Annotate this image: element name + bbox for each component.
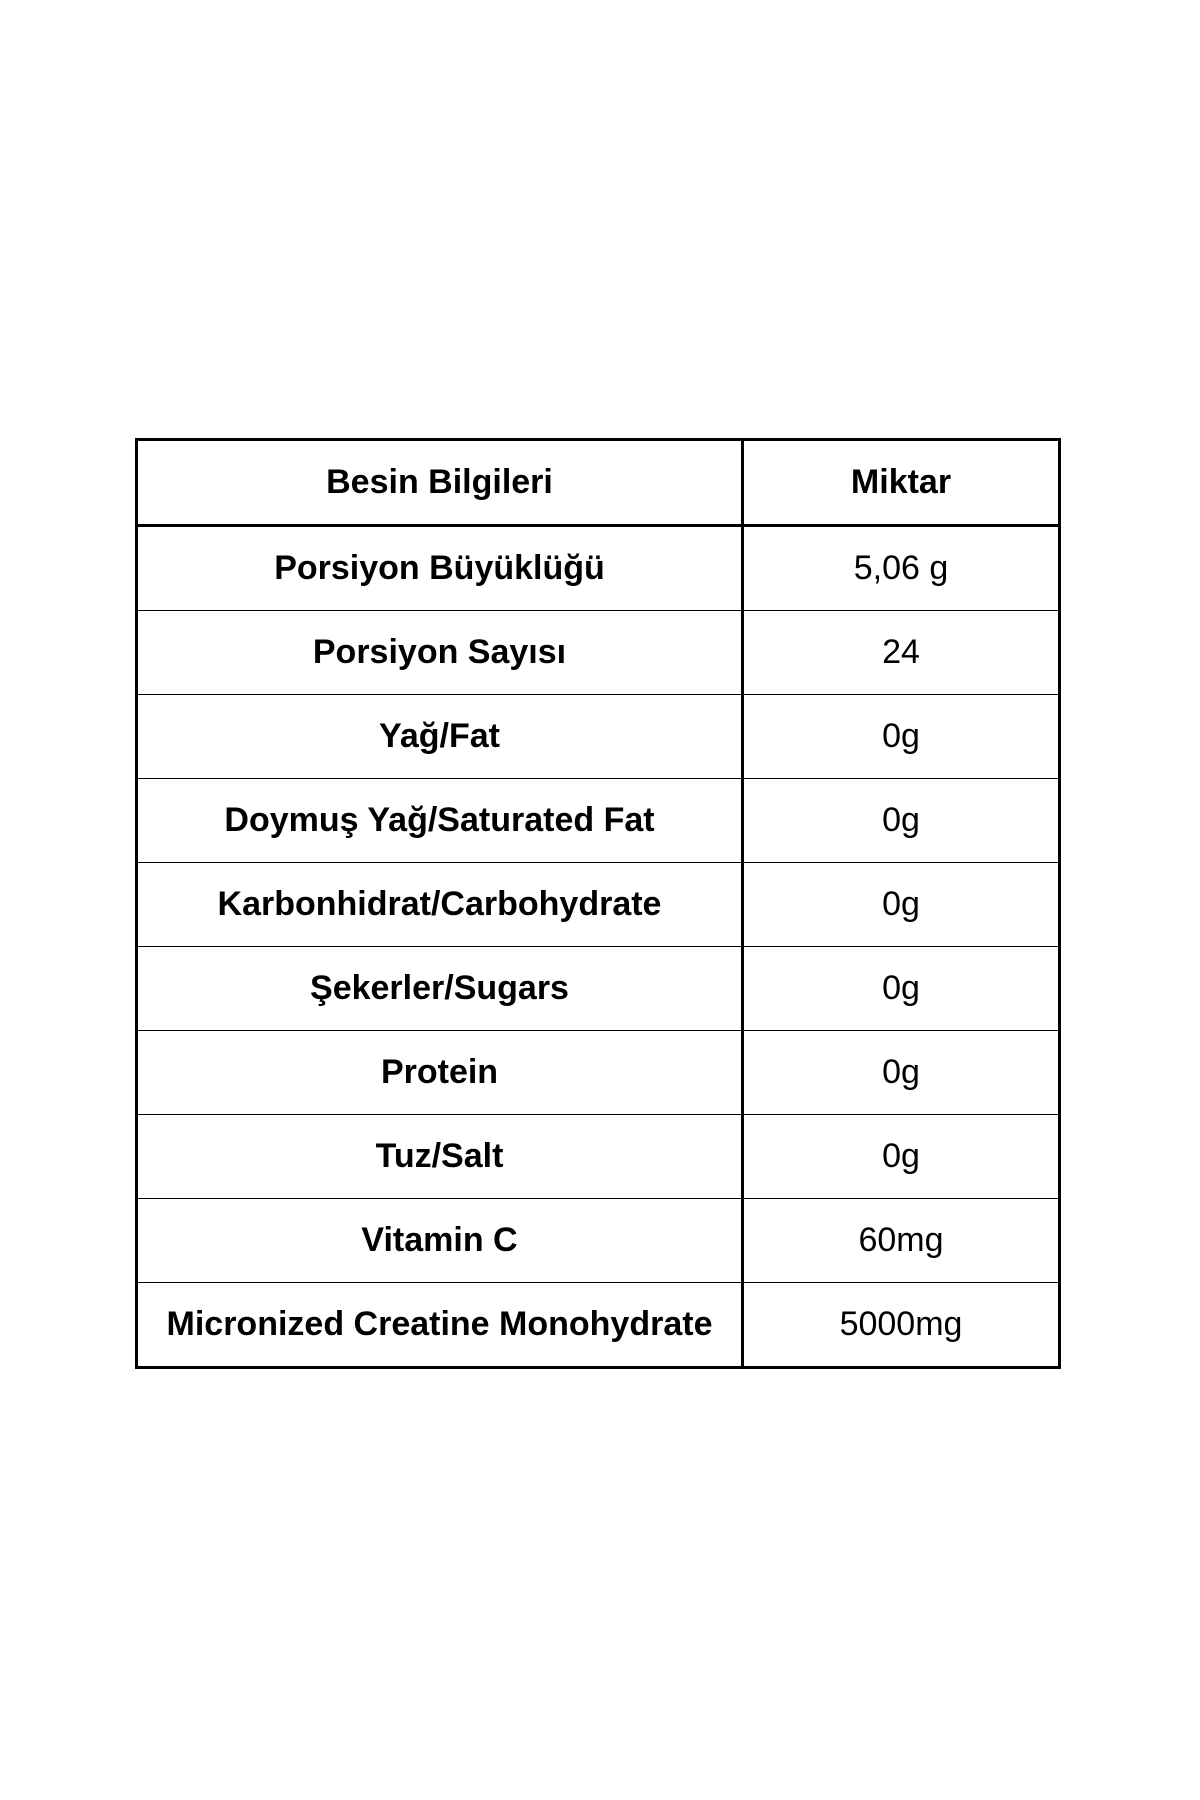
nutrient-amount: 0g	[743, 779, 1060, 863]
nutrient-amount: 5000mg	[743, 1283, 1060, 1368]
nutrient-amount: 24	[743, 611, 1060, 695]
nutrient-amount: 0g	[743, 695, 1060, 779]
nutrient-name: Doymuş Yağ/Saturated Fat	[137, 779, 743, 863]
nutrient-name: Tuz/Salt	[137, 1115, 743, 1199]
table-row	[137, 1199, 1060, 1283]
table-row	[137, 526, 1060, 611]
table-row	[137, 611, 1060, 695]
nutrient-amount: 5,06 g	[743, 526, 1060, 611]
nutrient-name: Vitamin C	[137, 1199, 743, 1283]
table-row	[137, 947, 1060, 1031]
nutrient-amount: 60mg	[743, 1199, 1060, 1283]
table-row	[137, 1031, 1060, 1115]
table-row	[137, 695, 1060, 779]
nutrition-facts-table	[135, 438, 1061, 1369]
nutrient-name: Yağ/Fat	[137, 695, 743, 779]
table-row	[137, 863, 1060, 947]
table-row	[137, 779, 1060, 863]
table-row	[137, 1283, 1060, 1368]
nutrient-name: Porsiyon Büyüklüğü	[137, 526, 743, 611]
nutrient-name: Porsiyon Sayısı	[137, 611, 743, 695]
nutrient-amount: 0g	[743, 947, 1060, 1031]
header-nutrient: Besin Bilgileri	[137, 440, 743, 526]
nutrient-amount: 0g	[743, 863, 1060, 947]
nutrient-name: Protein	[137, 1031, 743, 1115]
header-amount: Miktar	[743, 440, 1060, 526]
nutrient-amount: 0g	[743, 1115, 1060, 1199]
nutrient-name: Karbonhidrat/Carbohydrate	[137, 863, 743, 947]
table-row	[137, 1115, 1060, 1199]
table-header-row	[137, 440, 1060, 526]
nutrient-amount: 0g	[743, 1031, 1060, 1115]
nutrient-name: Şekerler/Sugars	[137, 947, 743, 1031]
nutrient-name: Micronized Creatine Monohydrate	[137, 1283, 743, 1368]
